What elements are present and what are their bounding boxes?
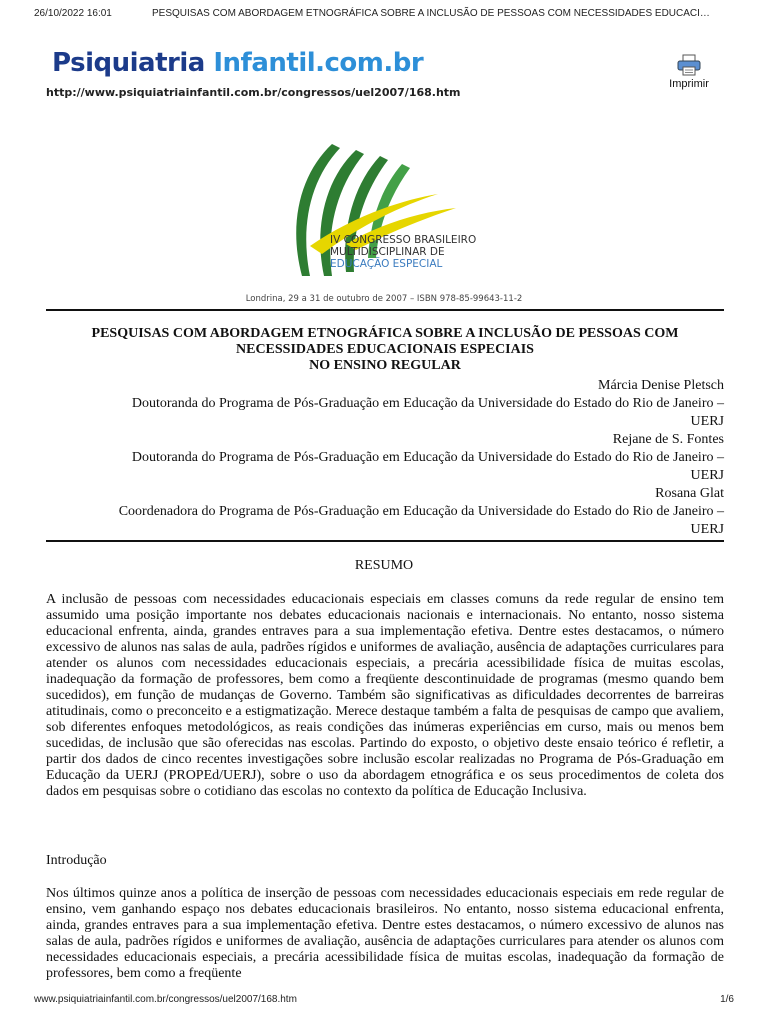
print-doc-title: PESQUISAS COM ABORDAGEM ETNOGRÁFICA SOBRE A INCLUSÃO DE PESSOAS COM NECESSIDADES EDUCACI… bbox=[152, 8, 710, 19]
author-name: Rosana Glat bbox=[655, 486, 724, 501]
brand-part1: Psiquiatria bbox=[52, 48, 205, 78]
title-line3: NO ENSINO REGULAR bbox=[309, 358, 461, 373]
page-number: 1/6 bbox=[720, 994, 734, 1005]
title-line1: PESQUISAS COM ABORDAGEM ETNOGRÁFICA SOBRE A INCLUSÃO DE PESSOAS COM bbox=[91, 326, 679, 341]
print-label: Imprimir bbox=[669, 78, 709, 90]
authors-block bbox=[46, 377, 724, 539]
page-url[interactable]: http://www.psiquiatriainfantil.com.br/congressos/uel2007/168.htm bbox=[46, 86, 461, 99]
printer-icon bbox=[676, 54, 702, 76]
logo-line3: EDUCAÇÃO ESPECIAL bbox=[330, 258, 443, 270]
brand-part2: Infantil.com.br bbox=[213, 48, 424, 78]
congress-info: Londrina, 29 a 31 de outubro de 2007 – ISBN 978-85-99643-11-2 bbox=[245, 294, 523, 304]
author-affiliation: Doutoranda do Programa de Pós-Graduação em Educação da Universidade do Estado do Rio de Janeiro – bbox=[131, 450, 724, 465]
site-logo[interactable] bbox=[52, 48, 423, 78]
abstract-text: A inclusão de pessoas com necessidades educacionais especiais em classes comuns da rede regular de ensino tem assumido uma posição importante nos debates educacionais nacionais e internacionais. No entanto, nosso sistema educacional enfrenta, ainda, grandes entraves para a sua implementação efetiva. Dentre estes destacamos, o número excessivo de alunos nas salas de aula, padrões rígidos e uniformes de avaliação, ausência de adaptações curriculares para atender os alunos com necessidades educacionais especiais, a precária acessibilidade física de muitas escolas, inadequação da formação de professores, bem como a freqüente descontinuidade de programas (mesmo quando bem sucedidos), em função de mudanças de Governo. Também são significativas as dificuldades decorrentes de barreiras atitudinais, como o preconceito e a estigmatização. Merece destaque também a falta de pesquisas de campo que avaliem, sob diferentes enfoques metodológicos, as reais condições das inúmeras experiências em curso, mais ou menos bem sucedidas, de inclusão que são oferecidas nas escolas. Partindo do exposto, o objetivo deste ensaio teórico é refletir, a partir dos dados de cinco recentes investigações sobre inclusão escolar realizadas no Programa de Pós-Graduação em Educação da UERJ (PROPEd/UERJ), sobre o uso da abordagem etnográfica e os seus procedimentos de coleta dos dados em pesquisas sobre o cotidiano das escolas no contexto da política de Educação Inclusiva. bbox=[46, 592, 724, 799]
author-name: Márcia Denise Pletsch bbox=[598, 378, 724, 393]
author-affiliation-cont: UERJ bbox=[690, 522, 724, 537]
print-button[interactable] bbox=[664, 54, 714, 90]
author-affiliation: Doutoranda do Programa de Pós-Graduação em Educação da Universidade do Estado do Rio de Janeiro – bbox=[131, 396, 724, 411]
footer-url: www.psiquiatriainfantil.com.br/congressos/uel2007/168.htm bbox=[34, 994, 297, 1005]
article-title bbox=[46, 326, 724, 374]
author-affiliation-cont: UERJ bbox=[690, 468, 724, 483]
logo-line1: IV CONGRESSO BRASILEIRO bbox=[330, 234, 477, 246]
divider-top bbox=[46, 309, 724, 311]
intro-heading: Introdução bbox=[46, 853, 107, 868]
print-date: 26/10/2022 16:01 bbox=[34, 8, 112, 19]
author-affiliation-cont: UERJ bbox=[690, 414, 724, 429]
abstract-heading: RESUMO bbox=[354, 558, 414, 573]
print-header bbox=[34, 8, 734, 24]
author-name: Rejane de S. Fontes bbox=[612, 432, 724, 447]
logo-line2: MULTIDISCIPLINAR DE bbox=[330, 246, 445, 258]
congress-logo-text bbox=[330, 234, 476, 270]
title-line2: NECESSIDADES EDUCACIONAIS ESPECIAIS bbox=[236, 342, 534, 357]
divider-middle bbox=[46, 540, 724, 542]
author-affiliation: Coordenadora do Programa de Pós-Graduação em Educação da Universidade do Estado do Rio de Janeiro – bbox=[118, 504, 724, 519]
intro-text: Nos últimos quinze anos a política de inserção de pessoas com necessidades educacionais especiais em rede regular de ensino, vem ganhando espaço nos debates educacionais brasileiros. No entanto, nosso sistema educacional enfrenta, ainda, grandes entraves para a sua implementação efetiva. Dentre estes destacamos, o número excessivo de alunos nas salas de aula, padrões rígidos e uniformes de avaliação, ausência de adaptações curriculares para atender os alunos com necessidades educacionais especiais, a precária acessibilidade física de muitas escolas, inadequação da formação de professores, bem como a freqüente bbox=[46, 886, 724, 981]
